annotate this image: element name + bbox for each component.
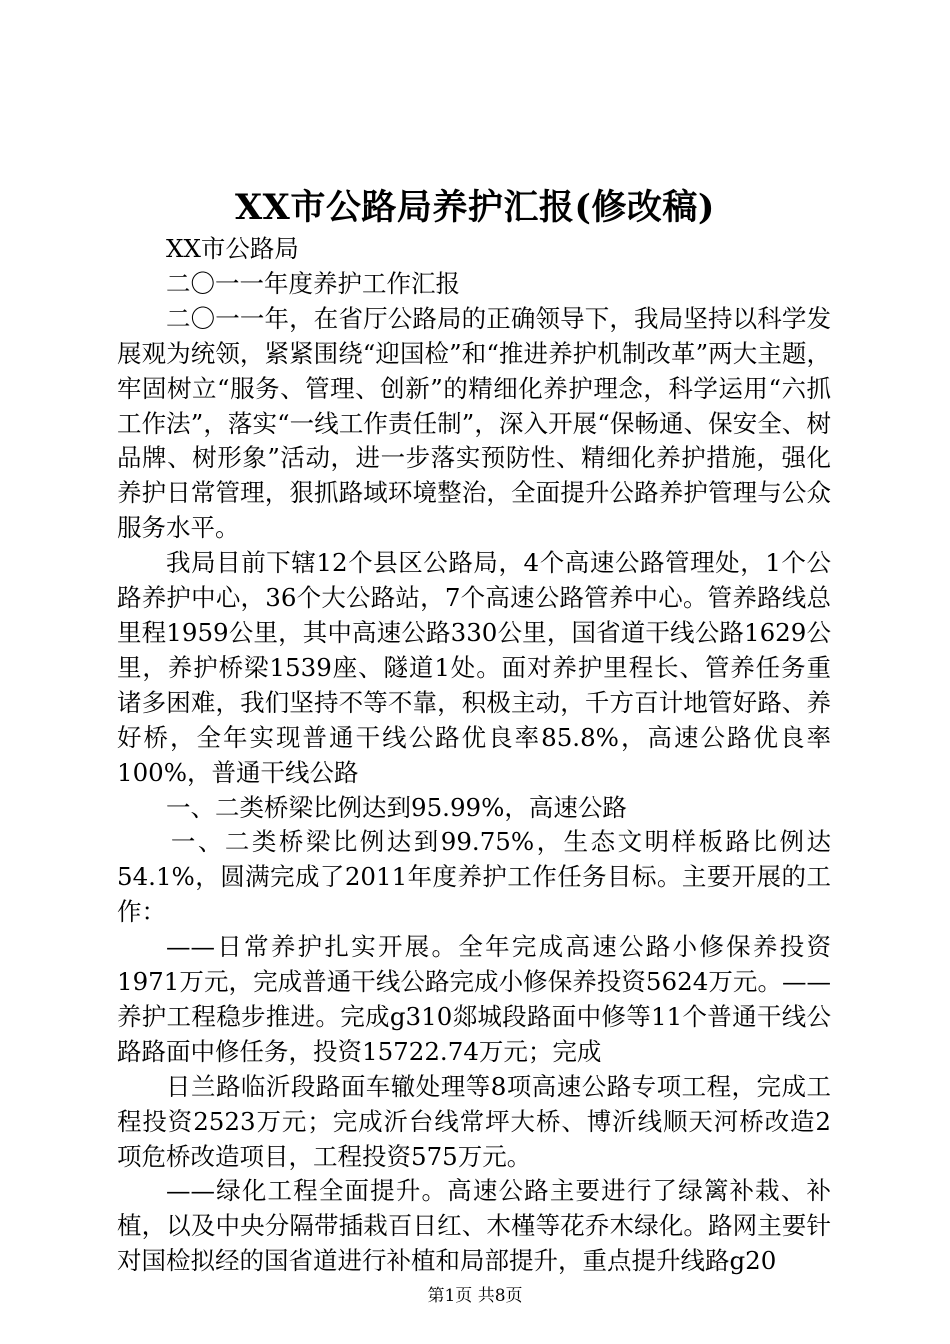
paragraph-org-name: XX市公路局 (166, 234, 299, 263)
paragraph-daily-maintenance: ——日常养护扎实开展。全年完成高速公路小修保养投资1971万元，完成普通干线公路完成小修保养投资5624万元。——养护工程稳步推进。完成g310郯城段路面中修等11个普通干线公路路面中修任务，投资15722.74万元；完成 (117, 932, 831, 1066)
paragraph-report-subtitle: 二〇一一年度养护工作汇报 (166, 268, 460, 298)
paragraph-intro: 二〇一一年，在省厅公路局的正确领导下，我局坚持以科学发展观为统领，紧紧围绕“迎国检”和“推进养护机制改革”两大主题，牢固树立“服务、管理、创新”的精细化养护理念，科学运用“六抓工作法”，落实“一线工作责任制”，深入开展“保畅通、保安全、树品牌、树形象”活动，进一步落实预防性、精细化养护措施，强化养护日常管理，狠抓路域环境整治，全面提升公路养护管理与公众服务水平。 (117, 303, 831, 543)
paragraph-special-projects: 日兰路临沂段路面车辙处理等8项高速公路专项工程，完成工程投资2523万元；完成沂台线常坪大桥、博沂线顺天河桥改造2项危桥改造项目，工程投资575万元。 (117, 1071, 831, 1171)
page-number-footer: 第1页 共8页 (427, 1286, 523, 1306)
paragraph-overview: 我局目前下辖12个县区公路局，4个高速公路管理处，1个公路养护中心，36个大公路站，7个高速公路管养中心。管养路线总里程1959公里，其中高速公路330公里，国省道干线公路1629公里，养护桥梁1539座、隧道1处。面对养护里程长、管养任务重诸多困难，我们坚持不等不靠，积极主动，千方百计地管好路、养好桥，全年实现普通干线公路优良率85.8%，高速公路优良率100%，普通干线公路 (117, 548, 831, 787)
paragraph-greening: ——绿化工程全面提升。高速公路主要进行了绿篱补栽、补植，以及中央分隔带插栽百日红、木槿等花乔木绿化。路网主要针对国检拟经的国省道进行补植和局部提升，重点提升线路g20 (117, 1176, 831, 1276)
paragraph-bridge-ratio-2: 一、二类桥梁比例达到99.75%，生态文明样板路比例达54.1%，圆满完成了2011年度养护工作任务目标。主要开展的工作： (117, 827, 831, 927)
document-title: XX市公路局养护汇报(修改稿) (235, 187, 715, 228)
paragraph-bridge-ratio-1: 一、二类桥梁比例达到95.99%，高速公路 (166, 792, 627, 822)
document-body (117, 232, 831, 1279)
